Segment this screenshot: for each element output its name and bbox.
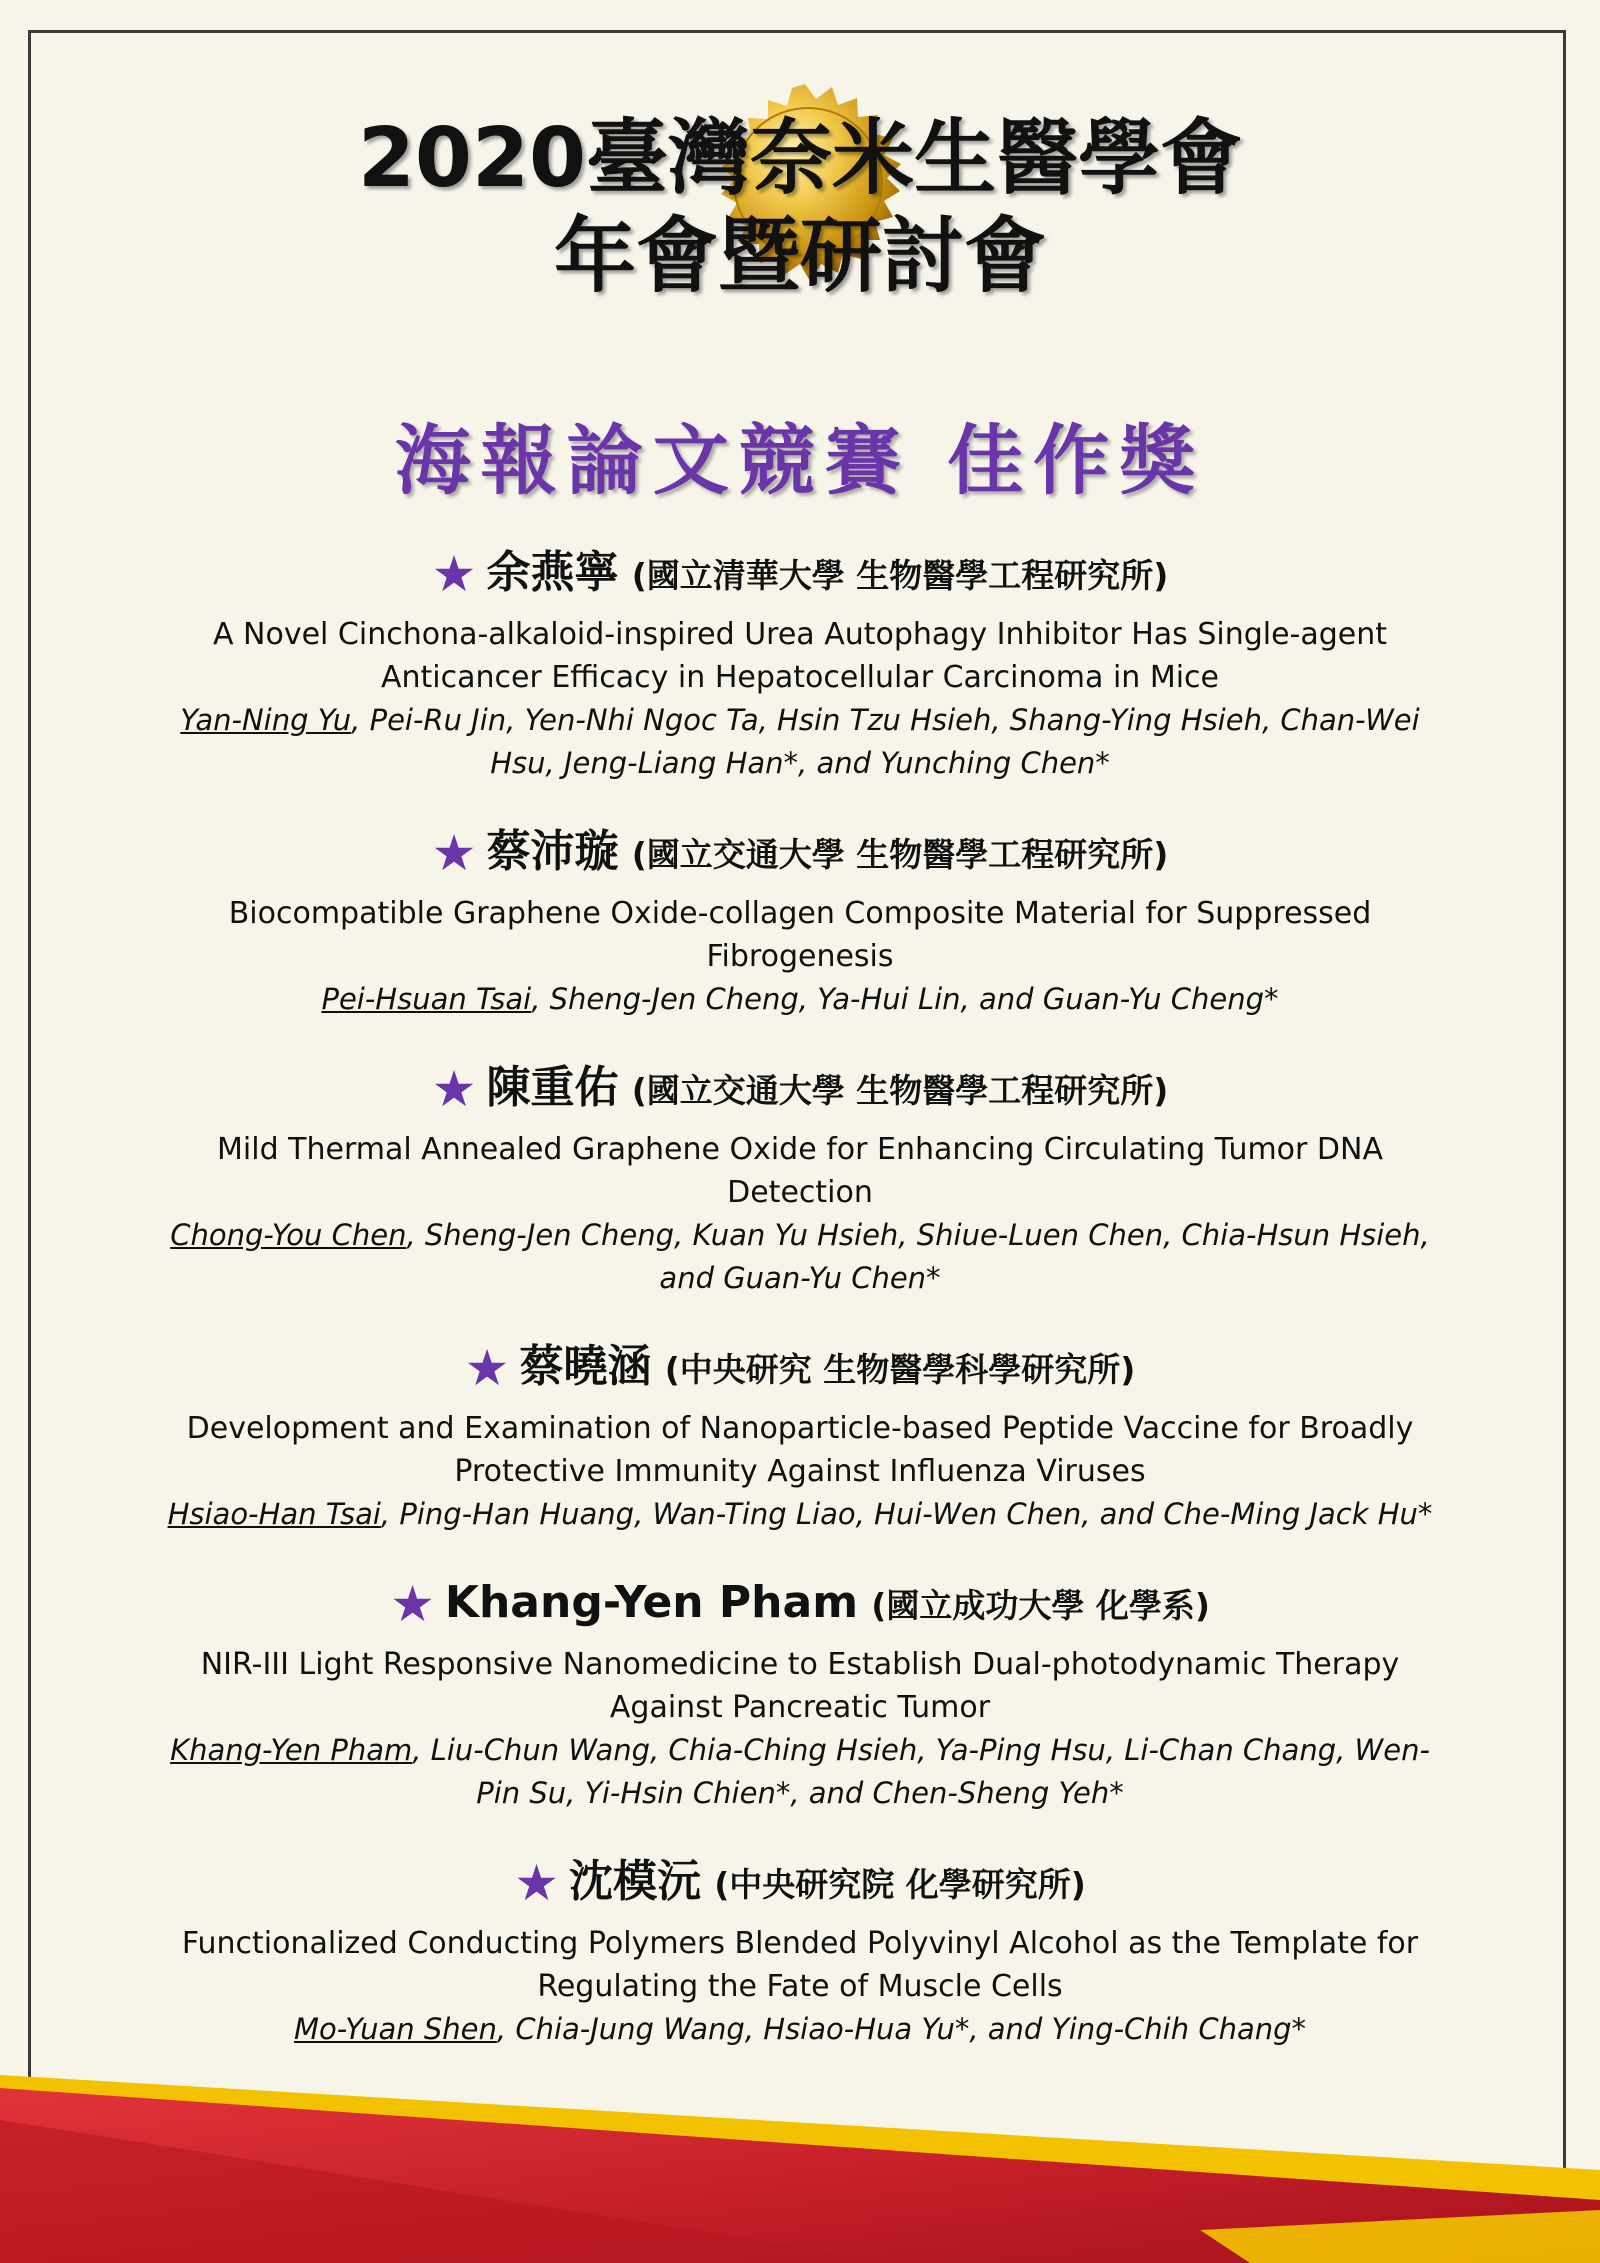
award-entries (150, 536, 1450, 2081)
award-entry (150, 815, 1450, 1021)
first-author: Yan-Ning Yu (180, 703, 352, 737)
paper-title: Biocompatible Graphene Oxide-collagen Composite Material for Suppressed Fibrogenesis (228, 896, 1372, 974)
award-entry (150, 1330, 1450, 1536)
co-authors: , Ping-Han Huang, Wan-Ting Liao, Hui-Wen Chen, and Che-Ming Jack Hu* (380, 1497, 1433, 1531)
winner-affiliation: (國立成功大學 化學系) (871, 1586, 1210, 1625)
winner-affiliation: (國立交通大學 生物醫學工程研究所) (631, 835, 1169, 874)
star-icon: ★ (431, 545, 477, 603)
paper-authors (150, 1493, 1450, 1536)
winner-affiliation: (國立清華大學 生物醫學工程研究所) (631, 556, 1169, 595)
award-entry (150, 1051, 1450, 1300)
star-icon: ★ (431, 1060, 477, 1118)
winner-line (150, 1566, 1450, 1643)
co-authors: , Sheng-Jen Cheng, Ya-Hui Lin, and Guan-Yu Cheng* (531, 982, 1279, 1016)
paper-title: Mild Thermal Annealed Graphene Oxide for Enhancing Circulating Tumor DNA Detection (217, 1132, 1383, 1210)
award-entry (150, 1566, 1450, 1815)
event-title-line1: 2020臺灣奈米生醫學會 (357, 111, 1243, 206)
winner-affiliation: (國立交通大學 生物醫學工程研究所) (631, 1071, 1169, 1110)
event-title (0, 110, 1600, 306)
star-icon: ★ (431, 824, 477, 882)
paper-authors (150, 1729, 1450, 1815)
first-author: Chong-You Chen (170, 1218, 407, 1252)
first-author: Mo-Yuan Shen (293, 2012, 497, 2046)
winner-name: Khang-Yen Pham (444, 1577, 859, 1628)
award-title: 海報論文競賽 佳作獎 (394, 416, 1206, 505)
paper-authors (150, 699, 1450, 785)
paper-title: Development and Examination of Nanoparticle-based Peptide Vaccine for Broadly Protective Immunity Against Influenza Viruses (186, 1411, 1414, 1489)
winner-line (150, 1051, 1450, 1128)
award-entry (150, 1845, 1450, 2051)
winner-affiliation: (中央研究院 化學研究所) (714, 1865, 1086, 1904)
winner-name: 沈模沅 (568, 1856, 701, 1907)
paper-title: A Novel Cinchona-alkaloid-inspired Urea Autophagy Inhibitor Has Single-agent Anticancer Efficacy in Hepatocellular Carcinoma in Mice (212, 617, 1388, 695)
winner-line (150, 1330, 1450, 1407)
first-author: Pei-Hsuan Tsai (321, 982, 532, 1016)
winner-line (150, 1845, 1450, 1922)
winner-affiliation: (中央研究 生物醫學科學研究所) (664, 1350, 1136, 1389)
first-author: Khang-Yen Pham (170, 1733, 413, 1767)
winner-name: 陳重佑 (486, 1062, 619, 1113)
co-authors: , Sheng-Jen Cheng, Kuan Yu Hsieh, Shiue-Luen Chen, Chia-Hsun Hsieh, and Guan-Yu Chen* (406, 1218, 1430, 1295)
paper-authors (150, 978, 1450, 1021)
award-entry (150, 536, 1450, 785)
co-authors: , Pei-Ru Jin, Yen-Nhi Ngoc Ta, Hsin Tzu Hsieh, Shang-Ying Hsieh, Chan-Wei Hsu, Jeng-Liang Han*, and Yunching Chen* (351, 703, 1420, 780)
paper-title: Functionalized Conducting Polymers Blended Polyvinyl Alcohol as the Template for Regulating the Fate of Muscle Cells (181, 1926, 1419, 2004)
winner-line (150, 815, 1450, 892)
star-icon: ★ (390, 1575, 435, 1633)
paper-authors (150, 1214, 1450, 1300)
first-author: Hsiao-Han Tsai (167, 1497, 381, 1531)
co-authors: , Liu-Chun Wang, Chia-Ching Hsieh, Ya-Ping Hsu, Li-Chan Chang, Wen-Pin Su, Yi-Hsin Chien*, and Chen-Sheng Yeh* (412, 1733, 1430, 1810)
event-title-line2: 年會暨研討會 (553, 209, 1046, 304)
star-icon: ★ (514, 1854, 559, 1912)
co-authors: , Chia-Jung Wang, Hsiao-Hua Yu*, and Ying-Chih Chang* (496, 2012, 1307, 2046)
winner-line (150, 536, 1450, 613)
winner-name: 蔡沛璇 (486, 826, 619, 877)
winner-name: 余燕寧 (486, 547, 619, 598)
paper-authors (150, 2008, 1450, 2051)
star-icon: ★ (464, 1339, 510, 1397)
paper-title: NIR-III Light Responsive Nanomedicine to Establish Dual-photodynamic Therapy Against Pancreatic Tumor (200, 1647, 1400, 1725)
winner-name: 蔡曉涵 (519, 1341, 652, 1392)
decorative-bottom-bands (0, 2060, 1600, 2263)
